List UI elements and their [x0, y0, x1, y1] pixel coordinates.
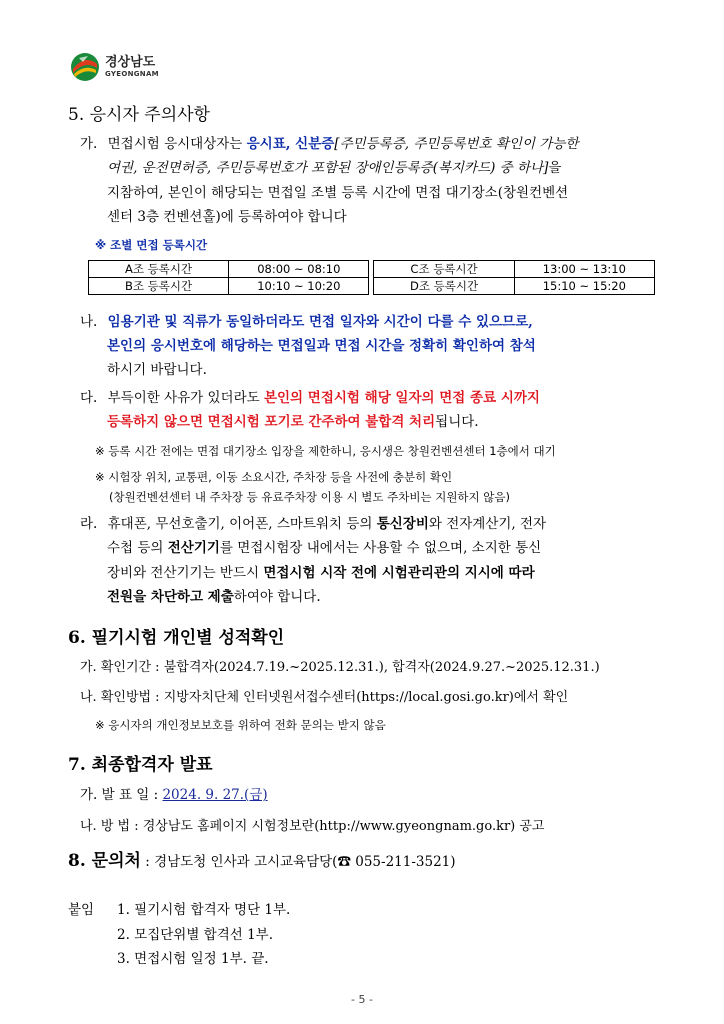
table-row: [89, 261, 655, 278]
s5-na-line2: 본인의 응시번호에 해당하는 면접일과 면접 시간을 정확히 확인하여 참석: [107, 338, 536, 354]
section-8: 8. 문의처 : 경남도청 인사과 고시교육담당(☎ 055-211-3521): [68, 851, 456, 871]
s5-ga-line3: 지참하여, 본인이 해당되는 면접일 조별 등록 시간에 면접 대기장소(창원컨벤션: [107, 185, 569, 201]
attachment-item: 3. 면접시험 일정 1부. 끝.: [117, 951, 269, 967]
section-7-heading: 7. 최종합격자 발표: [68, 755, 213, 775]
s7-method: 나. 방 법 : 경상남도 홈페이지 시험정보란(http://www.gyeongnam.go.kr) 공고: [80, 819, 545, 834]
gyeongnam-emblem-icon: [70, 52, 100, 82]
cell-label: C조 등록시간: [374, 261, 514, 278]
s5-na-line3: 하시기 바랍니다.: [107, 362, 207, 378]
cell-time: 13:00 ~ 13:10: [514, 261, 654, 278]
attachment-label: 붙임: [68, 902, 95, 918]
s6-note: ※ 응시자의 개인정보보호를 위하여 전화 문의는 받지 않음: [95, 718, 386, 732]
attachment-item: 2. 모집단위별 합격선 1부.: [117, 927, 274, 943]
logo-name-ko: 경상남도: [105, 55, 156, 70]
s5-ra-line1: 라. 휴대폰, 무선호출기, 이어폰, 스마트워치 등의 통신장비와 전자계산기, 전자: [80, 516, 547, 532]
s5-ra-line2: 수첩 등의 전산기기를 면접시험장 내에서는 사용할 수 없으며, 소지한 통신: [107, 540, 542, 556]
s5-da-line2: 등록하지 않으면 면접시험 포기로 간주하여 불합격 처리됩니다.: [107, 414, 479, 430]
s6-period: 가. 확인기간 : 불합격자(2024.7.19.~2025.12.31.), 합격자(2024.9.27.~2025.12.31.): [80, 660, 600, 675]
table-row: [89, 278, 655, 295]
cell-label: A조 등록시간: [89, 261, 229, 278]
cell-label: B조 등록시간: [89, 278, 229, 295]
attachment-item: 1. 필기시험 합격자 명단 1부.: [117, 902, 291, 918]
cell-time: 08:00 ~ 08:10: [229, 261, 369, 278]
gyeongnam-logo: [70, 52, 159, 82]
cell-time: 10:10 ~ 10:20: [229, 278, 369, 295]
logo-name-en: GYEONGNAM: [105, 70, 159, 78]
s5-da-line1: 다. 부득이한 사유가 있더라도 본인의 면접시험 해당 일자의 면접 종료 시까지: [80, 390, 540, 406]
cell-label: D조 등록시간: [374, 278, 514, 295]
schedule-title: ※ 조별 면접 등록시간: [95, 238, 208, 252]
section-6-heading: 6. 필기시험 개인별 성적확인: [68, 628, 285, 648]
s5-ra-line3: 장비와 전산기기는 반드시 면접시험 시작 전에 시험관리관의 지시에 따라: [107, 565, 535, 581]
cell-time: 15:10 ~ 15:20: [514, 278, 654, 295]
s5-ga-line4: 센터 3층 컨벤션홀)에 등록하여야 합니다: [107, 209, 347, 225]
s5-ga-line2: 여권, 운전면허증, 주민등록번호가 포함된 장애인등록증(복지카드) 중 하나]을: [107, 160, 562, 176]
s5-da-note3: (창원컨벤션센터 내 주차장 등 유료주차장 이용 시 별도 주차비는 지원하지 않음): [109, 490, 511, 504]
section-5-heading: 5. 응시자 주의사항: [68, 105, 210, 125]
s5-ga-line1: 가. 면접시험 응시대상자는 응시표, 신분증[주민등록증, 주민등록번호 확인이 가능한: [80, 136, 579, 152]
s5-ra-line4: 전원을 차단하고 제출하여야 합니다.: [107, 589, 321, 605]
registration-schedule-table: [88, 260, 655, 295]
s5-da-note2: ※ 시험장 위치, 교통편, 이동 소요시간, 주차장 등을 사전에 충분히 확인: [95, 470, 453, 484]
section-8-heading: 8. 문의처: [68, 851, 141, 871]
page-number: - 5 -: [351, 993, 373, 1006]
s5-na-line1: 나. 임용기관 및 직류가 동일하더라도 면접 일자와 시간이 다를 수 있으므로,: [80, 314, 533, 330]
s5-da-note1: ※ 등록 시간 전에는 면접 대기장소 입장을 제한하니, 응시생은 창원컨벤션센터 1층에서 대기: [95, 444, 556, 458]
s7-announce-date: 가. 발 표 일 : 2024. 9. 27.(금): [80, 787, 268, 803]
s6-method: 나. 확인방법 : 지방자치단체 인터넷원서접수센터(https://local.gosi.go.kr)에서 확인: [80, 690, 569, 705]
